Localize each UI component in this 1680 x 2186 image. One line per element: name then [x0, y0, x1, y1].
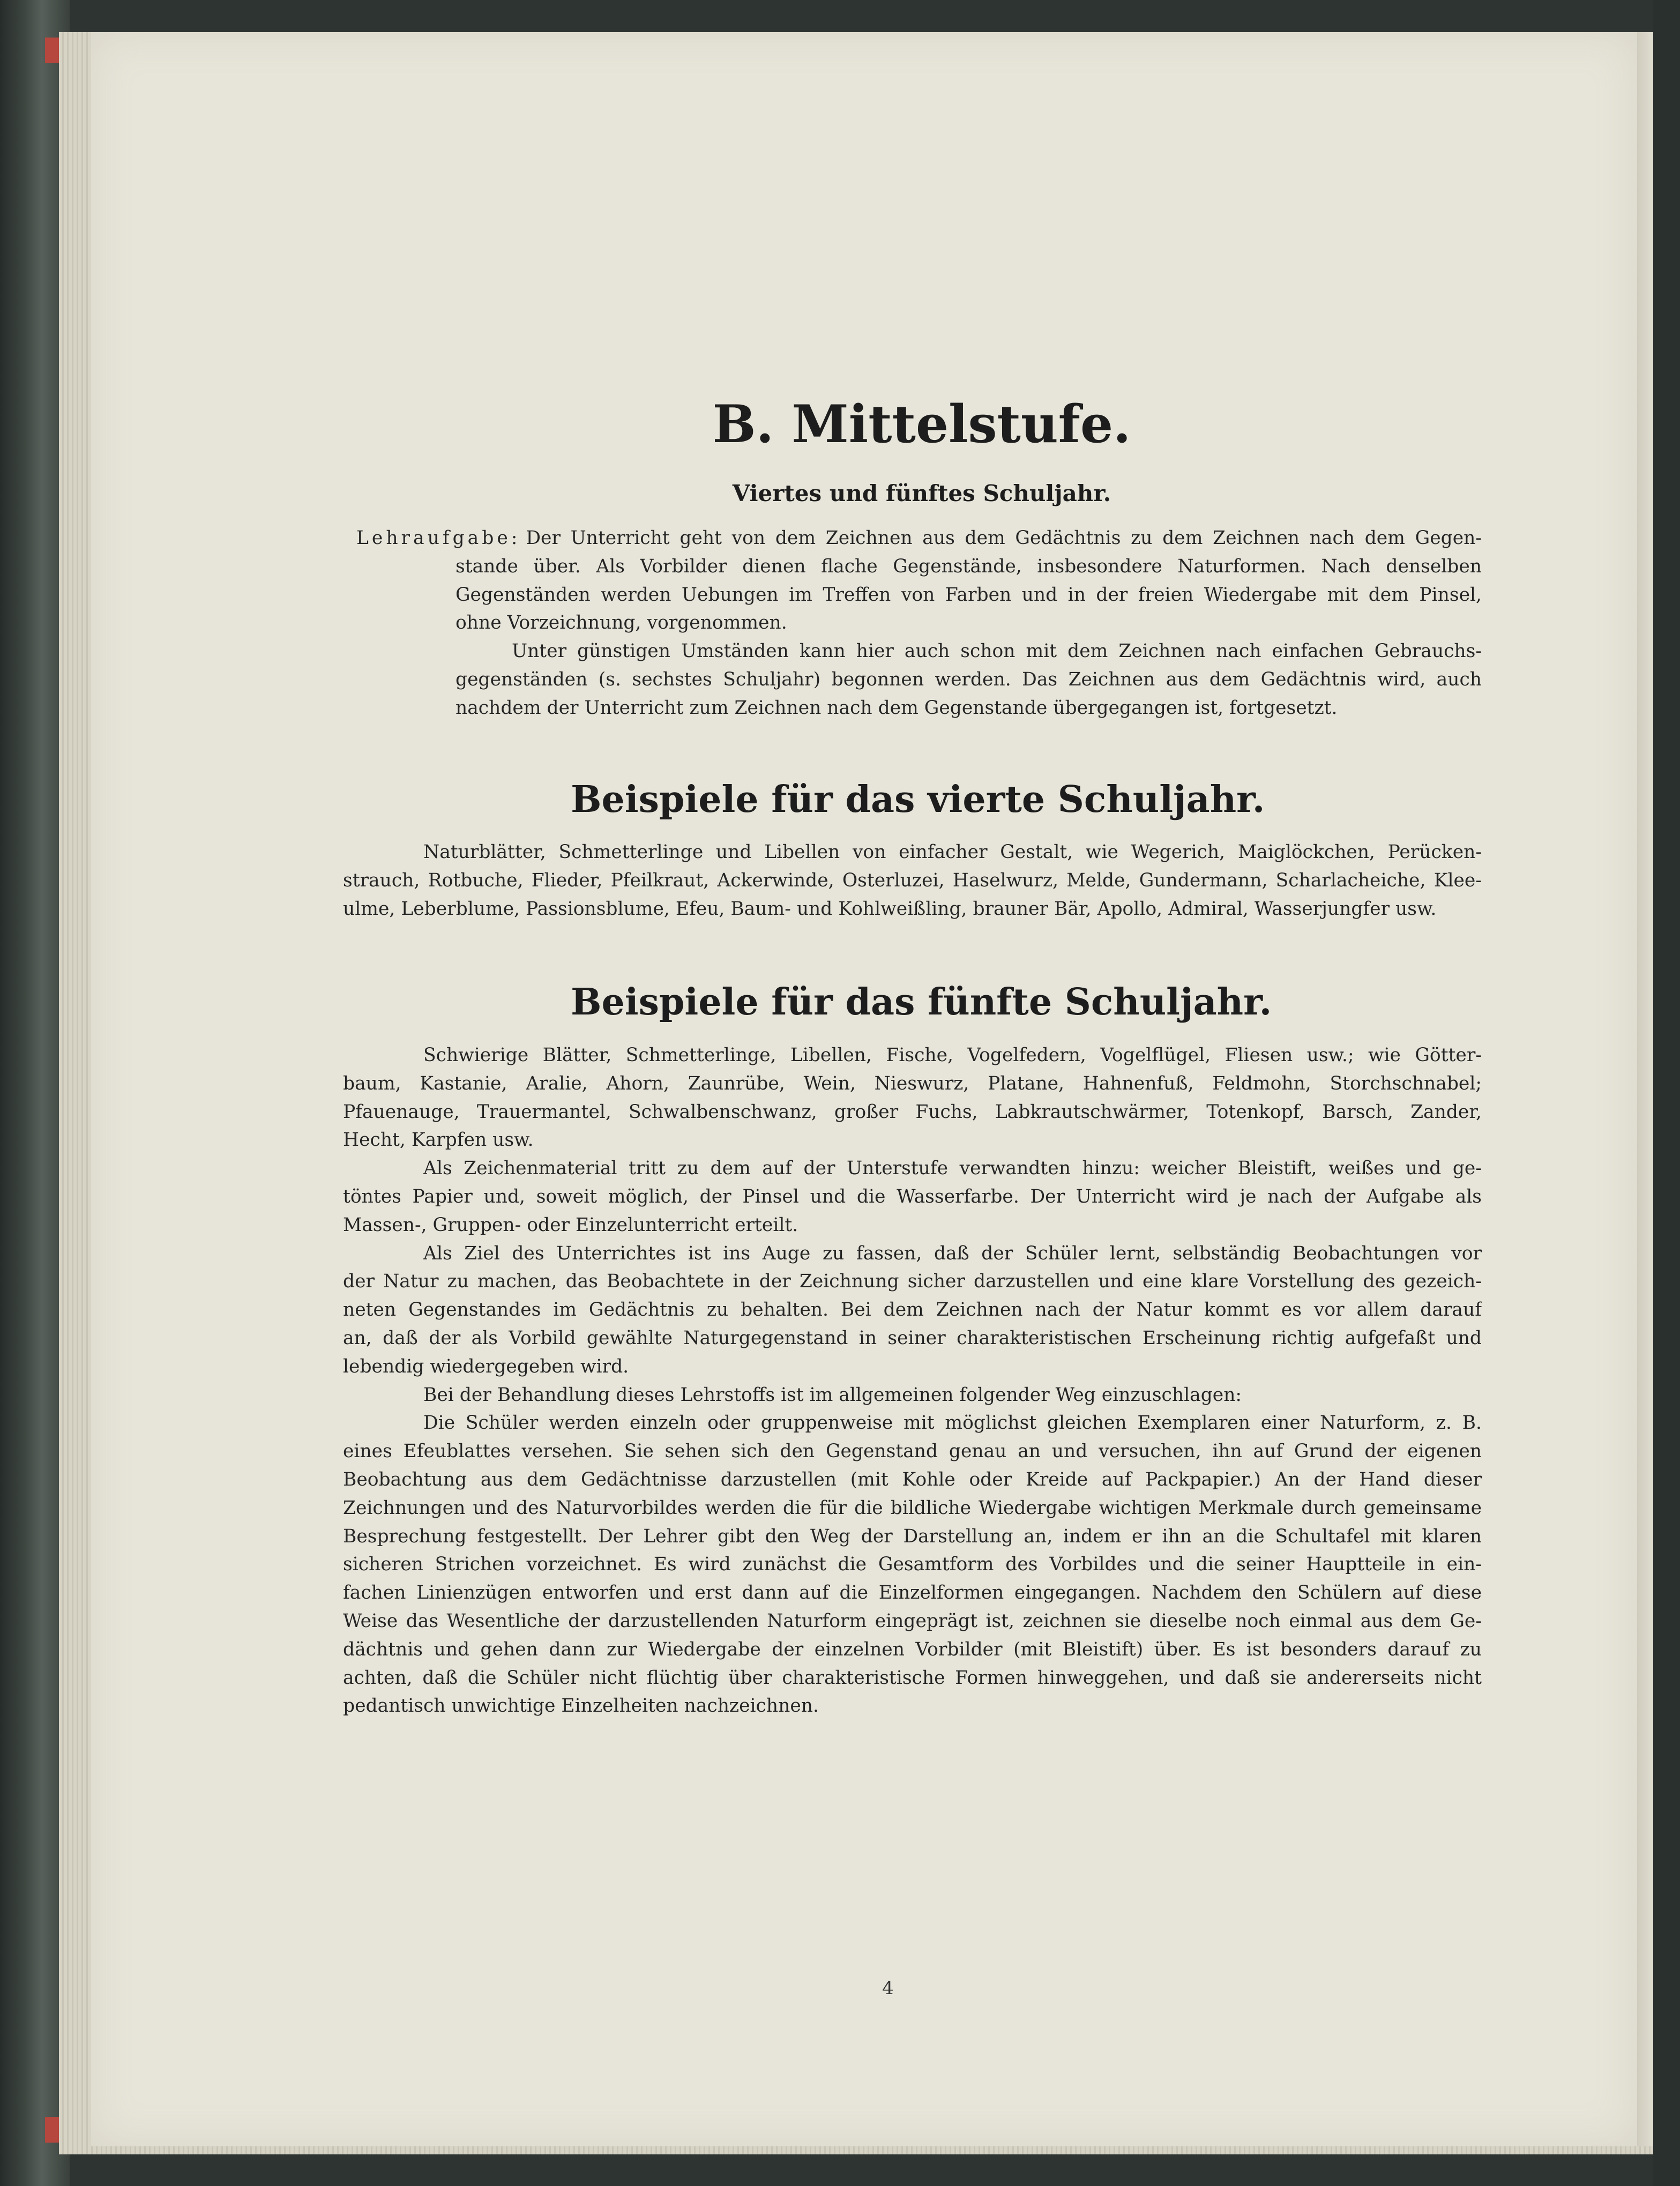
- lehraufgabe-line: ohne Vorzeichnung, vorgenommen.: [456, 612, 787, 634]
- page-right-edge: [1637, 32, 1653, 2146]
- page-subtitle: Viertes und fünftes Schuljahr.: [732, 480, 1111, 506]
- paragraph-line: Zeichnungen und des Naturvorbildes werden die für die bildliche Wiedergabe wichtigen Merkmale durch gemeinsame: [343, 1497, 1482, 1519]
- paragraph-line: Hecht, Karpfen usw.: [343, 1129, 534, 1151]
- paragraph-line: ulme, Leberblume, Passionsblume, Efeu, Baum- und Kohlweißling, brauner Bär, Apollo, Admiral, Wasserjungfer usw.: [343, 898, 1437, 920]
- paragraph-line: Beobachtung aus dem Gedächtnisse darzustellen (mit Kohle oder Kreide auf Packpapier.) An der Hand dieser: [343, 1468, 1482, 1490]
- paragraph-line: sicheren Strichen vorzeichnet. Es wird zunächst die Gesamtform des Vorbildes und die seiner Hauptteile in ein-: [343, 1554, 1482, 1576]
- paragraph-line: lebendig wiedergegeben wird.: [343, 1355, 629, 1377]
- lehraufgabe-line: gegenständen (s. sechstes Schuljahr) begonnen werden. Das Zeichnen aus dem Gedächtnis wird, auch: [456, 668, 1482, 690]
- lehraufgabe-line: nachdem der Unterricht zum Zeichnen nach dem Gegenstande übergegangen ist, fortgesetzt.: [456, 697, 1338, 719]
- paragraph-line: Besprechung festgestellt. Der Lehrer gibt den Weg der Darstellung an, indem er ihn an die Schultafel mit klaren: [343, 1525, 1482, 1547]
- paragraph-line: Schwierige Blätter, Schmetterlinge, Libellen, Fische, Vogelfedern, Vogelflügel, Fliesen usw.; wie Götter-: [423, 1044, 1482, 1066]
- lehraufgabe-line: stande über. Als Vorbilder dienen flache Gegenstände, insbesondere Naturformen. Nach denselben: [456, 555, 1482, 577]
- paragraph-line: Pfauenauge, Trauermantel, Schwalbenschwanz, großer Fuchs, Labkrautschwärmer, Totenkopf, Barsch, Zander,: [343, 1101, 1482, 1123]
- heading-fourth-year: Beispiele für das vierte Schuljahr.: [571, 778, 1265, 821]
- paragraph-line: töntes Papier und, soweit möglich, der Pinsel und die Wasserfarbe. Der Unterricht wird je nach der Aufgabe als: [343, 1185, 1482, 1207]
- paragraph-line: Massen-, Gruppen- oder Einzelunterricht erteilt.: [343, 1214, 798, 1236]
- paragraph-line: pedantisch unwichtige Einzelheiten nachzeichnen.: [343, 1695, 819, 1717]
- paragraph-line: der Natur zu machen, das Beobachtete in der Zeichnung sicher darzustellen und eine klare Vorstellung des gezeich-: [343, 1271, 1482, 1293]
- paragraph-line: strauch, Rotbuche, Flieder, Pfeilkraut, Ackerwinde, Osterluzei, Haselwurz, Melde, Gundermann, Scharlacheiche, Klee-: [343, 869, 1482, 891]
- page-title: B. Mittelstufe.: [712, 394, 1131, 454]
- page-number: 4: [882, 1978, 894, 1999]
- heading-fifth-year: Beispiele für das fünfte Schuljahr.: [571, 981, 1272, 1024]
- lehraufgabe-line: Lehraufgabe: Der Unterricht geht von dem Zeichnen aus dem Gedächtnis zu dem Zeichnen nach dem Gegen-: [356, 527, 1482, 549]
- examples-fifth-year: [343, 1041, 1482, 1720]
- paragraph-line: dächtnis und gehen dann zur Wiedergabe der einzelnen Vorbilder (mit Bleistift) über. Es ist besonders darauf zu: [343, 1638, 1482, 1660]
- paragraph-line: eines Efeublattes versehen. Sie sehen sich den Gegenstand genau an und versuchen, ihn auf Grund der eigenen: [343, 1441, 1482, 1463]
- paragraph-line: neten Gegenstandes im Gedächtnis zu behalten. Bei dem Zeichnen nach der Natur kommt es vor allem darauf: [343, 1299, 1482, 1321]
- paragraph-line: Weise das Wesentliche der darzustellenden Naturform eingeprägt ist, zeichnen sie dieselbe noch einmal aus dem Ge-: [343, 1610, 1482, 1632]
- paragraph-line: Naturblätter, Schmetterlinge und Libellen von einfacher Gestalt, wie Wegerich, Maiglöckchen, Perücken-: [423, 841, 1482, 863]
- paragraph-line: fachen Linienzügen entworfen und erst dann auf die Einzelformen eingegangen. Nachdem den Schülern auf diese: [343, 1582, 1482, 1604]
- lehraufgabe-line: Unter günstigen Umständen kann hier auch schon mit dem Zeichnen nach einfachen Gebrauchs-: [512, 640, 1482, 662]
- right-background: [1653, 0, 1680, 2186]
- paragraph-line: achten, daß die Schüler nicht flüchtig über charakteristische Formen hinweggehen, und daß sie andererseits nicht: [343, 1667, 1482, 1689]
- paragraph-line: Als Zeichenmaterial tritt zu dem auf der Unterstufe verwandten hinzu: weicher Bleistift, weißes und ge-: [423, 1158, 1482, 1180]
- paragraph-line: baum, Kastanie, Aralie, Ahorn, Zaunrübe, Wein, Nieswurz, Platane, Hahnenfuß, Feldmohn, Storchschnabel;: [343, 1072, 1482, 1094]
- lehraufgabe-label: Lehraufgabe:: [356, 527, 521, 549]
- paragraph-line: Die Schüler werden einzeln oder gruppenweise mit möglichst gleichen Exemplaren einer Naturform, z. B.: [423, 1412, 1482, 1434]
- examples-fourth-year: [343, 838, 1482, 923]
- lehraufgabe-line: Gegenständen werden Uebungen im Treffen von Farben und in der freien Wiedergabe mit dem Pinsel,: [456, 584, 1482, 606]
- paragraph-line: Bei der Behandlung dieses Lehrstoffs ist im allgemeinen folgender Weg einzuschlagen:: [423, 1384, 1242, 1406]
- paragraph-line: an, daß der als Vorbild gewählte Naturgegenstand in seiner charakteristischen Erscheinung richtig aufgefaßt und: [343, 1327, 1482, 1349]
- paragraph-line: Als Ziel des Unterrichtes ist ins Auge zu fassen, daß der Schüler lernt, selbständig Beobachtungen vor: [423, 1242, 1482, 1264]
- lehraufgabe-section: [356, 524, 1482, 722]
